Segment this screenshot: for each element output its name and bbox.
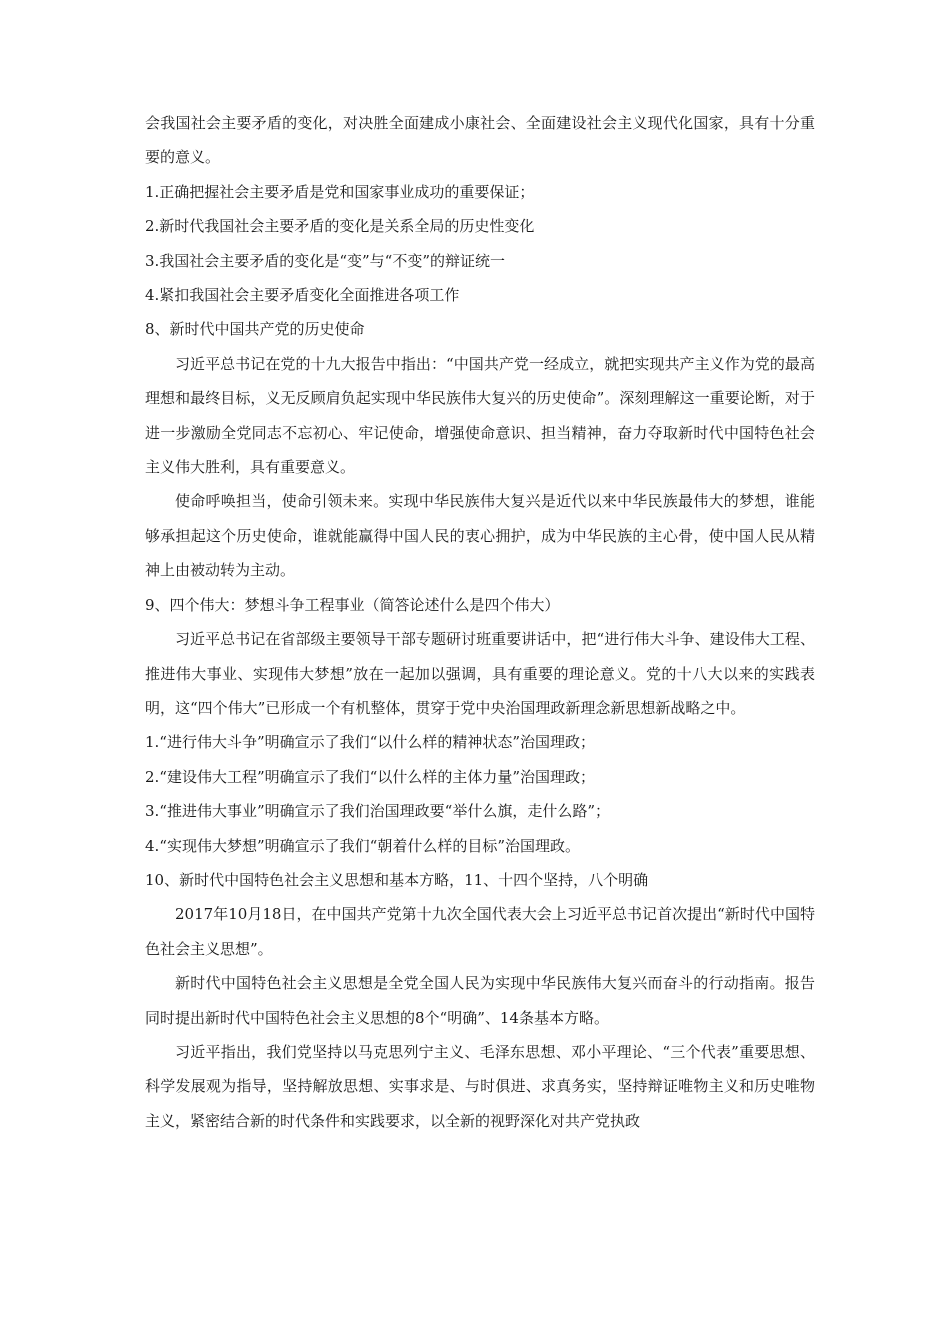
list-item: 1.“进行伟大斗争”明确宣示了我们“以什么样的精神状态”治国理政； xyxy=(145,733,595,752)
list-item: 3.我国社会主要矛盾的变化是“变”与“不变”的辩证统一 xyxy=(145,251,505,270)
body-paragraph: 新时代中国特色社会主义思想是全党全国人民为实现中华民族伟大复兴而奋斗的行动指南。报告同时提出新时代中国特色社会主义思想的8个“明确”、14条基本方略。 xyxy=(145,974,815,1027)
body-paragraph: 使命呼唤担当，使命引领未来。实现中华民族伟大复兴是近代以来中华民族最伟大的梦想，谁能够承担起这个历史使命，谁就能赢得中国人民的衷心拥护，成为中华民族的主心骨，使中国人民从精神上由被动转为主动。 xyxy=(145,492,815,580)
list-item: 4.紧扣我国社会主要矛盾变化全面推进各项工作 xyxy=(145,286,460,305)
list-item: 1.正确把握社会主要矛盾是党和国家事业成功的重要保证； xyxy=(145,182,535,201)
body-paragraph: 习近平指出，我们党坚持以马克思列宁主义、毛泽东思想、邓小平理论、“三个代表”重要思想、科学发展观为指导，坚持解放思想、实事求是、与时俱进、求真务实，坚持辩证唯物主义和历史唯物主义，紧密结合新的时代条件和实践要求，以全新的视野深化对共产党执政 xyxy=(145,1042,815,1130)
body-paragraph: 2017年10月18日，在中国共产党第十九次全国代表大会上习近平总书记首次提出“新时代中国特色社会主义思想”。 xyxy=(145,905,815,958)
list-item: 2.“建设伟大工程”明确宣示了我们“以什么样的主体力量”治国理政； xyxy=(145,767,595,786)
body-paragraph: 习近平总书记在党的十九大报告中指出：“中国共产党一经成立，就把实现共产主义作为党的最高理想和最终目标，义无反顾肩负起实现中华民族伟大复兴的历史使命”。深刻理解这一重要论断，对于进一步激励全党同志不忘初心、牢记使命，增强使命意识、担当精神，奋力夺取新时代中国特色社会主义伟大胜利，具有重要意义。 xyxy=(145,354,815,477)
list-item: 2.新时代我国社会主要矛盾的变化是关系全局的历史性变化 xyxy=(145,217,535,236)
section-heading-10-11: 10、新时代中国特色社会主义思想和基本方略，11、十四个坚持，八个明确 xyxy=(145,870,649,889)
list-item: 4.“实现伟大梦想”明确宣示了我们“朝着什么样的目标”治国理政。 xyxy=(145,836,580,855)
body-paragraph: 习近平总书记在省部级主要领导干部专题研讨班重要讲话中，把“进行伟大斗争、建设伟大工程、推进伟大事业、实现伟大梦想”放在一起加以强调，具有重要的理论意义。党的十八大以来的实践表明，这“四个伟大”已形成一个有机整体，贯穿于党中央治国理政新理念新思想新战略之中。 xyxy=(145,630,815,717)
section-heading-8: 8、新时代中国共产党的历史使命 xyxy=(145,320,365,339)
section-heading-9: 9、四个伟大：梦想斗争工程事业（简答论述什么是四个伟大） xyxy=(145,595,560,614)
document-page xyxy=(145,106,815,1138)
list-item: 3.“推进伟大事业”明确宣示了我们治国理政要“举什么旗，走什么路”； xyxy=(145,802,610,821)
paragraph-continuation: 会我国社会主要矛盾的变化，对决胜全面建成小康社会、全面建设社会主义现代化国家，具有十分重要的意义。 xyxy=(145,114,815,167)
